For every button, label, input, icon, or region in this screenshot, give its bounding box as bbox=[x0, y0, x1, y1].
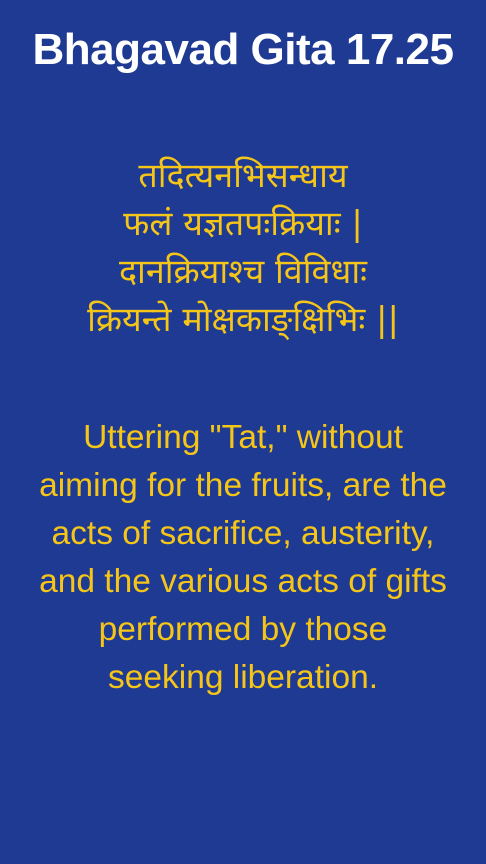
sanskrit-verse bbox=[0, 152, 486, 344]
verse-line: तदित्यनभिसन्धाय bbox=[138, 156, 348, 196]
page-title: Bhagavad Gita 17.25 bbox=[32, 25, 454, 74]
translation-line: aiming for the fruits, are the bbox=[39, 467, 447, 504]
verse-line: दानक्रियाश्च विविधाः bbox=[118, 252, 368, 292]
translation-line: acts of sacrifice, austerity, bbox=[51, 515, 435, 552]
translation-line: performed by those bbox=[98, 611, 388, 648]
verse-line: फलं यज्ञतपःक्रियाः | bbox=[123, 204, 363, 244]
translation-line: and the various acts of gifts bbox=[39, 563, 447, 600]
translation-line: seeking liberation. bbox=[107, 659, 379, 696]
english-translation bbox=[0, 414, 486, 702]
verse-line: क्रियन्ते मोक्षकाङ्क्षिभिः || bbox=[87, 300, 399, 340]
translation-line: Uttering "Tat," without bbox=[83, 419, 403, 456]
